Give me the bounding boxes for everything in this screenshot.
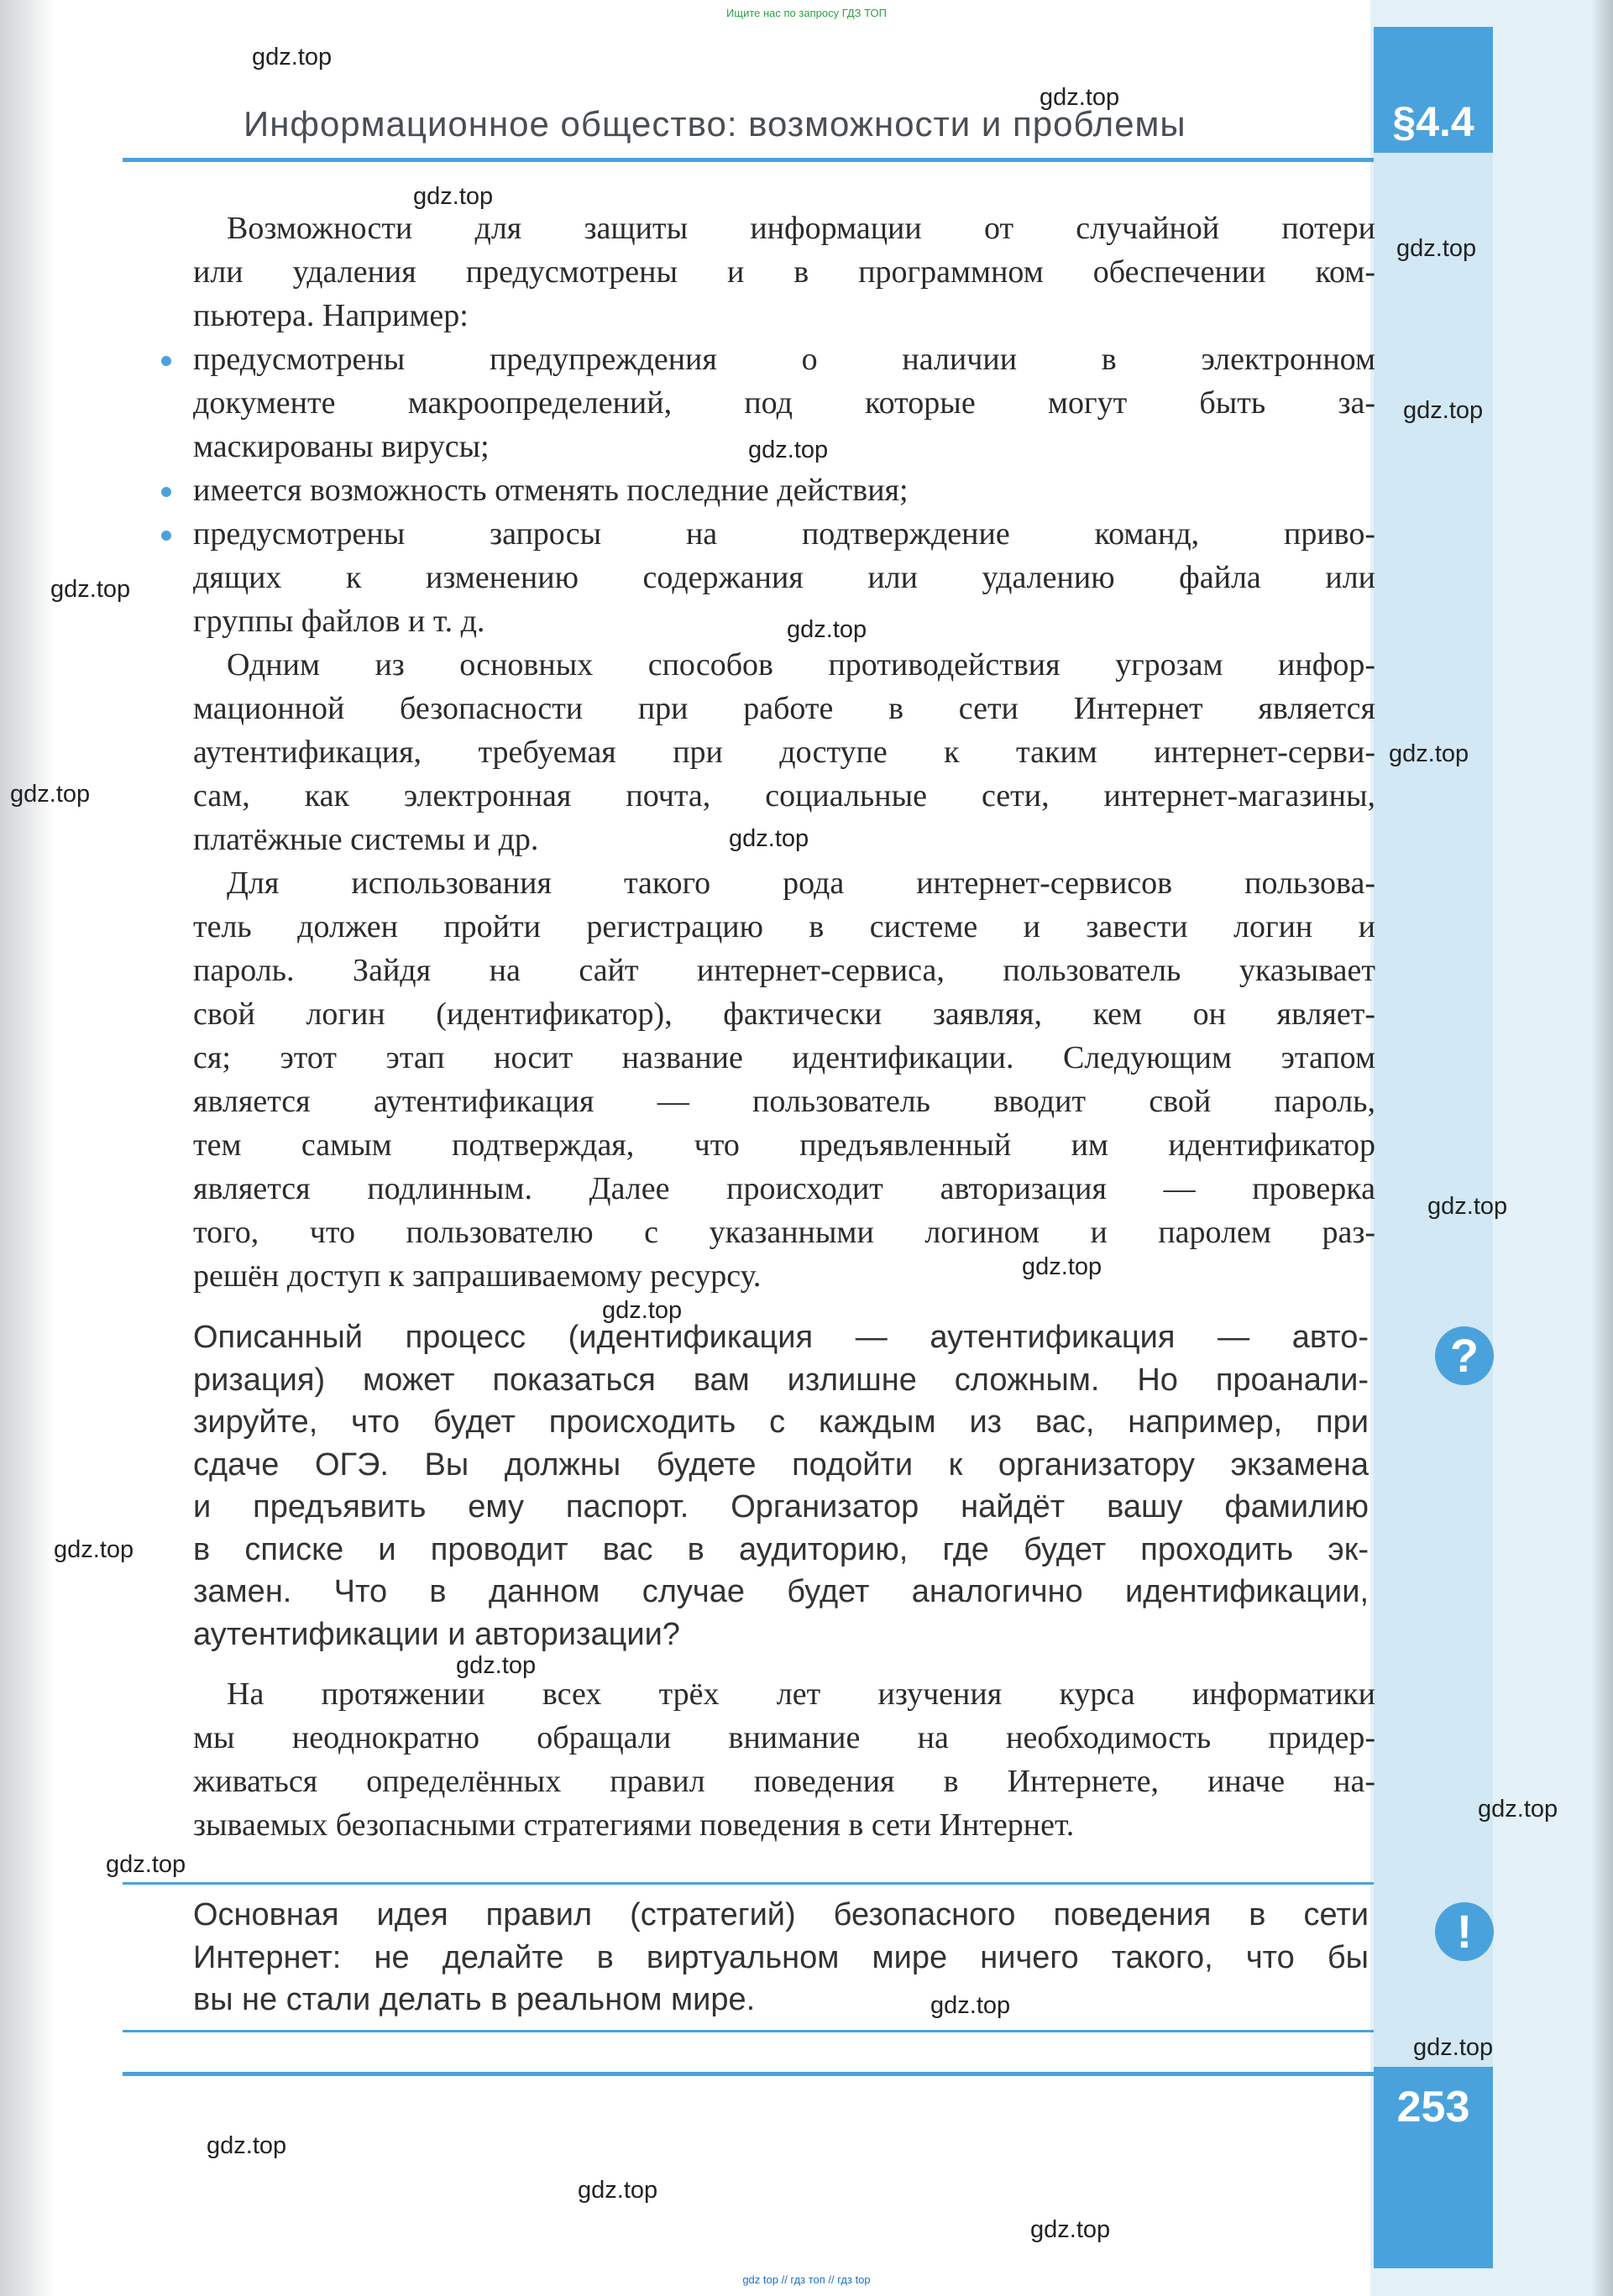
watermark-text: gdz.top bbox=[54, 1536, 134, 1563]
text-line: того, что пользователю с указанными логином и паролем раз- bbox=[193, 1215, 1375, 1250]
text-line: тель должен пройти регистрацию в системе и завести логин и bbox=[193, 909, 1375, 944]
exclamation-icon: ! bbox=[1435, 1902, 1494, 1961]
watermark-text: gdz.top bbox=[1389, 740, 1469, 767]
watermark-text: gdz.top bbox=[787, 616, 867, 643]
text-line: или удаления предусмотрены и в программном обеспечении ком- bbox=[193, 254, 1375, 290]
page-edge-shadow bbox=[1591, 0, 1613, 2296]
bullet-item bbox=[193, 468, 1375, 512]
watermark-text: gdz.top bbox=[729, 825, 809, 852]
question-block bbox=[193, 1316, 1369, 1655]
text-line: вы не стали делать в реальном мире. bbox=[193, 1982, 756, 2017]
text-line: аутентификация, требуемая при доступе к таким интернет-серви- bbox=[193, 735, 1375, 770]
text-line: живаться определённых правил поведения в Интернете, иначе на- bbox=[193, 1764, 1375, 1799]
text-line: мы неоднократно обращали внимание на необходимость придер- bbox=[193, 1720, 1375, 1755]
bullet-marker bbox=[161, 487, 171, 497]
text-line: предусмотрены запросы на подтверждение команд, приво- bbox=[193, 516, 1375, 552]
bullet-list bbox=[193, 337, 1375, 643]
main-text bbox=[193, 207, 1375, 1298]
watermark-text: gdz.top bbox=[930, 1992, 1011, 2019]
important-block bbox=[193, 1894, 1369, 2021]
watermark-text: gdz.top bbox=[1396, 235, 1477, 262]
watermark-text: gdz.top bbox=[748, 437, 829, 463]
paragraph-3 bbox=[193, 861, 1375, 1298]
watermark-text: gdz.top bbox=[602, 1297, 683, 1324]
text-line: в списке и проводит вас в аудиторию, где будет проходить эк- bbox=[193, 1531, 1369, 1567]
text-line: группы файлов и т. д. bbox=[193, 604, 485, 639]
text-line: Одним из основных способов противодействия угрозам инфор- bbox=[227, 647, 1375, 683]
footer-rule bbox=[123, 2072, 1374, 2076]
watermark-text: gdz.top bbox=[50, 576, 131, 603]
text-line: платёжные системы и др. bbox=[193, 822, 539, 857]
text-line: Возможности для защиты информации от случайной потери bbox=[227, 211, 1375, 246]
title-underline bbox=[123, 158, 1374, 162]
chapter-title: Информационное общество: возможности и проблемы bbox=[244, 104, 1186, 144]
watermark-text: gdz.top bbox=[413, 183, 494, 210]
text-line: Основная идея правил (стратегий) безопасного поведения в сети bbox=[193, 1897, 1369, 1933]
text-line: предусмотрены предупреждения о наличии в электронном bbox=[193, 342, 1375, 377]
text-line: дящих к изменению содержания или удалению файла или bbox=[193, 560, 1375, 595]
footer-note: gdz top // гдз топ // гдз top bbox=[742, 2273, 871, 2286]
watermark-text: gdz.top bbox=[1022, 1253, 1102, 1280]
watermark-text: gdz.top bbox=[578, 2177, 658, 2204]
watermark-text: gdz.top bbox=[1427, 1193, 1508, 1220]
watermark-text: gdz.top bbox=[1040, 84, 1120, 111]
text-line: и предъявить ему паспорт. Организатор найдёт вашу фамилию bbox=[193, 1489, 1369, 1525]
text-line: маскированы вирусы; bbox=[193, 429, 490, 464]
watermark-text: gdz.top bbox=[1413, 2034, 1494, 2061]
important-top-rule bbox=[123, 1882, 1374, 1885]
header-note: Ищите нас по запросу ГДЗ ТОП bbox=[726, 7, 887, 19]
text-line: ся; этот этап носит название идентификации. Следующим этапом bbox=[193, 1040, 1375, 1075]
section-number: §4.4 bbox=[1392, 98, 1474, 145]
text-line: свой логин (идентификатор), фактически заявляя, кем он являет- bbox=[193, 996, 1375, 1032]
important-bottom-rule bbox=[123, 2030, 1374, 2032]
text-line: Описанный процесс (идентификация — аутентификация — авто- bbox=[193, 1320, 1369, 1355]
text-line: тем самым подтверждая, что предъявленный им идентификатор bbox=[193, 1127, 1375, 1163]
watermark-text: gdz.top bbox=[10, 781, 91, 808]
bullet-item bbox=[193, 512, 1375, 556]
watermark-text: gdz.top bbox=[1403, 397, 1484, 424]
text-line: решён доступ к запрашиваемому ресурсу. bbox=[193, 1258, 762, 1294]
watermark-text: gdz.top bbox=[1030, 2216, 1111, 2243]
watermark-text: gdz.top bbox=[456, 1652, 537, 1679]
text-line: пароль. Зайдя на сайт интернет-сервиса, пользователь указывает bbox=[193, 953, 1375, 988]
text-line: замен. Что в данном случае будет аналогично идентификации, bbox=[193, 1574, 1369, 1609]
paragraph-1 bbox=[193, 207, 1375, 337]
bullet-marker bbox=[161, 531, 171, 541]
text-line: Интернет: не делайте в виртуальном мире ничего такого, что бы bbox=[193, 1939, 1369, 1975]
text-line: сам, как электронная почта, социальные сети, интернет-магазины, bbox=[193, 778, 1375, 813]
watermark-text: gdz.top bbox=[106, 1851, 186, 1878]
text-line: На протяжении всех трёх лет изучения курса информатики bbox=[227, 1676, 1375, 1712]
text-line: мационной безопасности при работе в сети Интернет является bbox=[193, 691, 1375, 726]
text-line: является подлинным. Далее происходит авторизация — проверка bbox=[193, 1171, 1375, 1206]
text-line: зываемых безопасными стратегиями поведения в сети Интернет. bbox=[193, 1807, 1075, 1843]
bullet-marker bbox=[161, 356, 171, 366]
text-line: имеется возможность отменять последние действия; bbox=[193, 473, 909, 508]
watermark-text: gdz.top bbox=[1478, 1796, 1558, 1823]
bullet-item bbox=[193, 337, 1375, 381]
text-line: Для использования такого рода интернет-сервисов пользова- bbox=[227, 866, 1375, 901]
text-line: является аутентификация — пользователь вводит свой пароль, bbox=[193, 1084, 1375, 1119]
watermark-text: gdz.top bbox=[252, 44, 333, 71]
text-line: сдаче ОГЭ. Вы должны будете подойти к организатору экзамена bbox=[193, 1446, 1369, 1483]
text-line: аутентификации и авторизации? bbox=[193, 1616, 680, 1652]
text-line: пьютера. Например: bbox=[193, 298, 469, 333]
page-number: 253 bbox=[1396, 2083, 1470, 2131]
watermark-text: gdz.top bbox=[207, 2132, 287, 2159]
paragraph-4 bbox=[193, 1672, 1375, 1847]
binding-shadow bbox=[0, 0, 54, 2296]
question-mark-icon: ? bbox=[1435, 1326, 1494, 1385]
text-line: зируйте, что будет происходить с каждым из вас, например, при bbox=[193, 1404, 1369, 1440]
text-line: ризация) может показаться вам излишне сложным. Но проанали- bbox=[193, 1362, 1369, 1398]
text-line: документе макроопределений, под которые могут быть за- bbox=[193, 385, 1375, 421]
